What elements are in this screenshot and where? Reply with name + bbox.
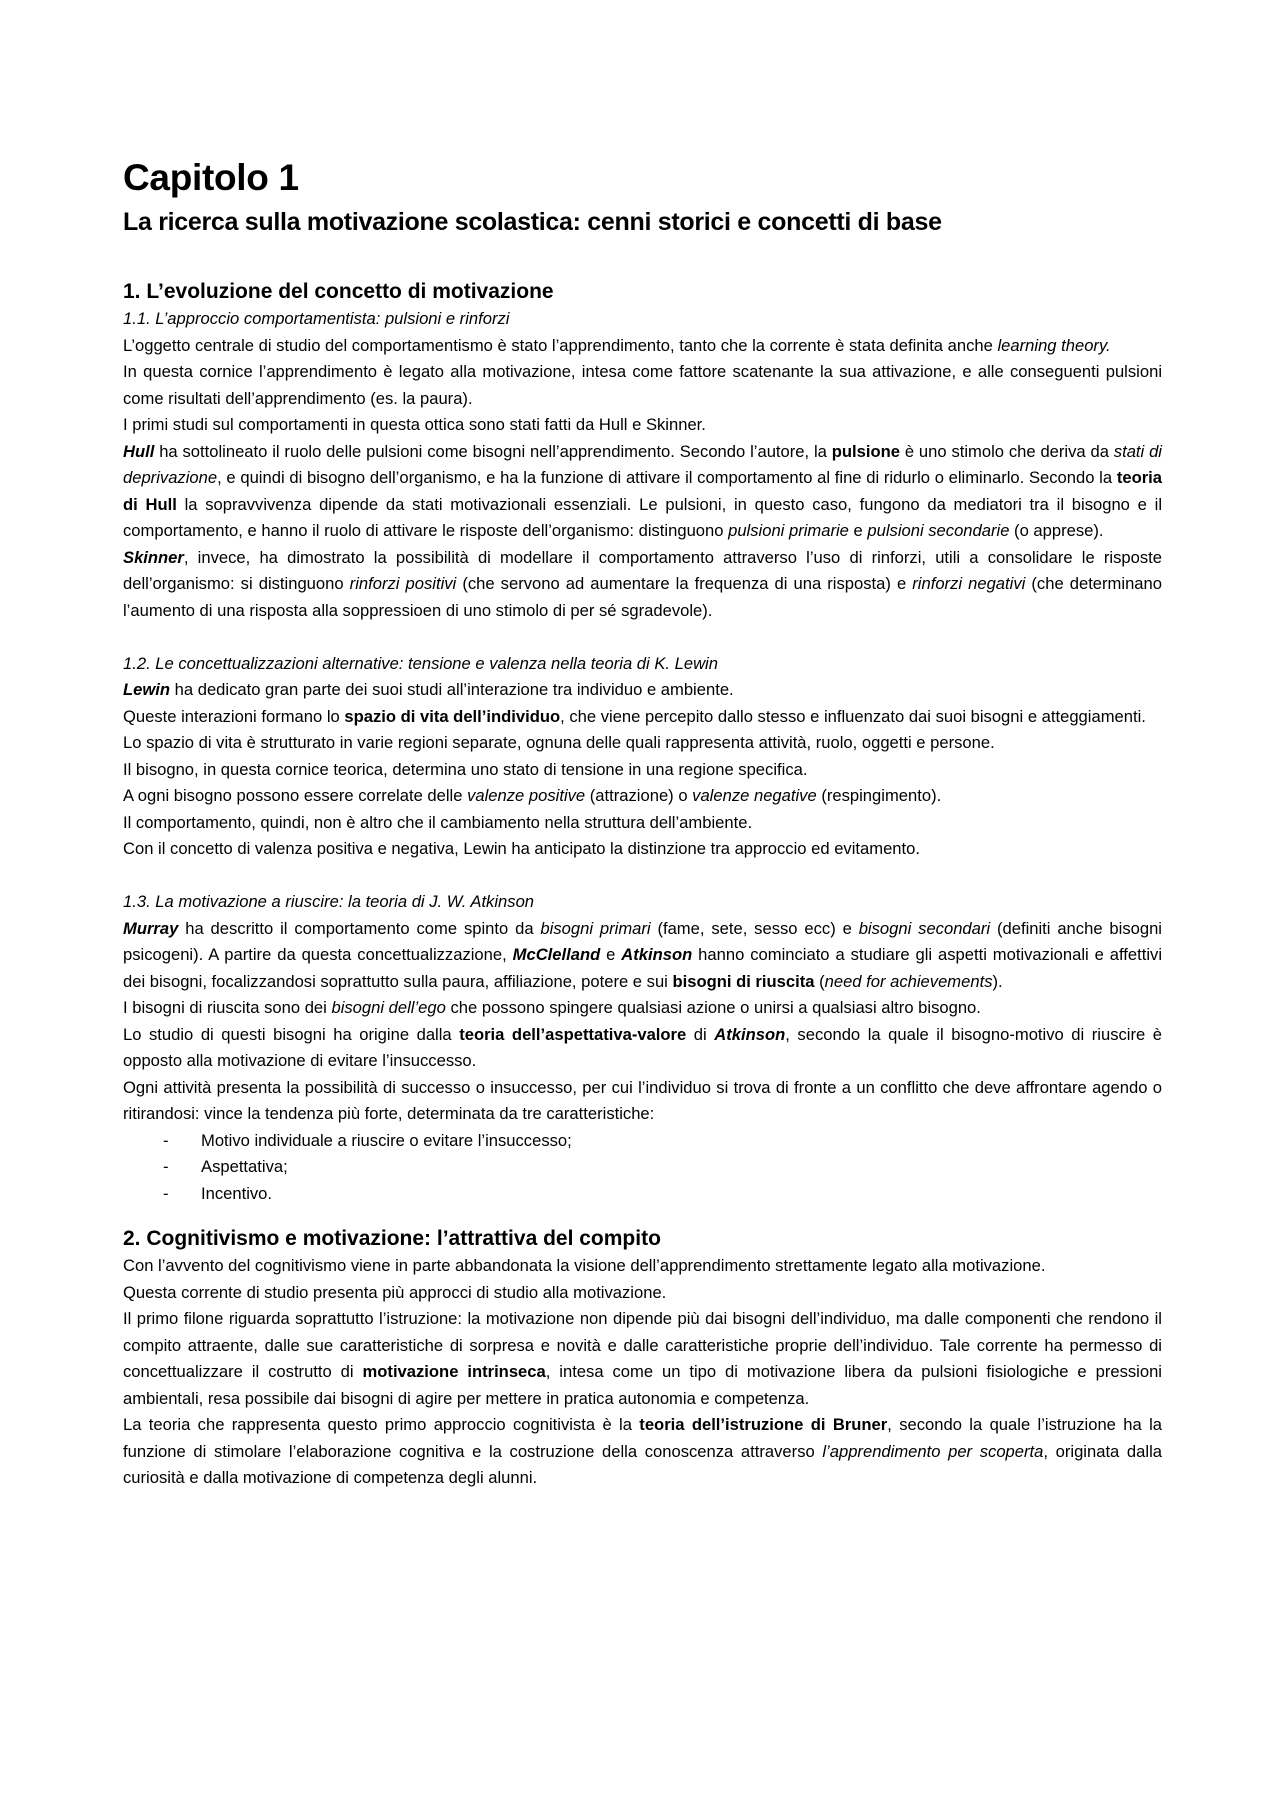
subsection-1-2-heading: 1.2. Le concettualizzazioni alternative: tensione e valenza nella teoria di K. Lewin <box>123 653 718 673</box>
paragraph: Con l’avvento del cognitivismo viene in parte abbandonata la visione dell’apprendimento strettamente legato alla motivazione. <box>123 1256 1046 1275</box>
section-2-heading: 2. Cognitivismo e motivazione: l’attrattiva del compito <box>123 1227 661 1250</box>
paragraph: Lo spazio di vita è strutturato in varie regioni separate, ognuna delle quali rappresenta attività, ruolo, oggetti e persone. <box>123 733 995 752</box>
chapter-title: Capitolo 1 <box>123 157 299 198</box>
section-1-heading: 1. L’evoluzione del concetto di motivazione <box>123 280 554 303</box>
paragraph: Hull ha sottolineato il ruolo delle pulsioni come bisogni nell’apprendimento. Secondo l’autore, la pulsione è uno stimolo che deriva da stati di deprivazione, e quindi di bisogno dell’organismo, e ha la funzione di attivare il comportamento al fine di ridurlo o eliminarlo. Secondo la teoria di Hull la sopravvivenza dipende da stati motivazionali essenziali. Le pulsioni, in questo caso, fungono da mediatori tra il bisogno e il comportamento, e hanno il ruolo di attivare le risposte dell’organismo: distinguono pulsioni primarie e pulsioni secondarie (o apprese). <box>123 441 1163 540</box>
paragraph: Il primo filone riguarda soprattutto l’istruzione: la motivazione non dipende più dai bisogni dell’individuo, ma dalle componenti che rendono il compito attraente, dalle sue caratteristiche di sorpresa e novità e dalle caratteristiche proprie dell’individuo. Tale corrente ha permesso di concettualizzare il costrutto di motivazione intrinseca, intesa come un tipo di motivazione libera da pulsioni fisiologiche e pressioni ambientali, resa possibile dai bisogni di agire per mettere in pratica autonomia e competenza. <box>123 1309 1162 1408</box>
paragraph: Questa corrente di studio presenta più approcci di studio alla motivazione. <box>123 1282 667 1302</box>
paragraph: Il bisogno, in questa cornice teorica, determina uno stato di tensione in una regione specifica. <box>123 759 808 779</box>
paragraph: A ogni bisogno possono essere correlate delle valenze positive (attrazione) o valenze negative (respingimento). <box>123 786 942 805</box>
paragraph: In questa cornice l’apprendimento è legato alla motivazione, intesa come fattore scatenante la sua attivazione, e alle conseguenti pulsioni come risultati dell’apprendimento (es. la paura). <box>123 362 1162 408</box>
paragraph: Queste interazioni formano lo spazio di vita dell’individuo, che viene percepito dallo stesso e influenzato dai suoi bisogni e atteggiamenti. <box>123 706 1146 726</box>
paragraph: L’oggetto centrale di studio del comportamentismo è stato l’apprendimento, tanto che la corrente è stata definita anche learning theory. <box>123 335 1111 355</box>
paragraph: I bisogni di riuscita sono dei bisogni dell’ego che possono spingere qualsiasi azione o unirsi a qualsiasi altro bisogno. <box>123 998 981 1017</box>
list-dash: - <box>163 1157 169 1176</box>
list-item: - Motivo individuale a riuscire o evitare l’insuccesso; <box>123 1128 1162 1155</box>
paragraph: Murray ha descritto il comportamento come spinto da bisogni primari (fame, sete, sesso ecc) e bisogni secondari (definiti anche bisogni psicogeni). A partire da questa concettualizzazione, McClelland e Atkinson hanno cominciato a studiare gli aspetti motivazionali e affettivi dei bisogni, focalizzandosi soprattutto sulla paura, affiliazione, potere e sui bisogni di riuscita (need for achievements). <box>123 918 1163 991</box>
characteristics-list <box>123 1128 1162 1208</box>
list-dash: - <box>163 1130 169 1150</box>
chapter-subtitle: La ricerca sulla motivazione scolastica: cenni storici e concetti di base <box>123 208 942 236</box>
subsection-1-1-heading: 1.1. L’approccio comportamentista: pulsioni e rinforzi <box>123 309 510 328</box>
subsection-1-3-heading: 1.3. La motivazione a riuscire: la teoria di J. W. Atkinson <box>123 892 535 911</box>
paragraph: Ogni attività presenta la possibilità di successo o insuccesso, per cui l’individuo si trova di fronte a un conflitto che deve affrontare agendo o ritirandosi: vince la tendenza più forte, determinata da tre caratteristiche: <box>123 1077 1162 1123</box>
list-dash: - <box>163 1183 169 1203</box>
paragraph: I primi studi sul comportamenti in questa ottica sono stati fatti da Hull e Skinner. <box>123 415 706 434</box>
paragraph: Lewin ha dedicato gran parte dei suoi studi all’interazione tra individuo e ambiente. <box>123 680 734 699</box>
list-item: - Aspettativa; <box>123 1154 1162 1181</box>
paragraph: La teoria che rappresenta questo primo approccio cognitivista è la teoria dell’istruzione di Bruner, secondo la quale l’istruzione ha la funzione di stimolare l’elaborazione cognitiva e la costruzione della conoscenza attraverso l’apprendimento per scoperta, originata dalla curiosità e dalla motivazione di competenza degli alunni. <box>123 1415 1162 1487</box>
paragraph: Skinner, invece, ha dimostrato la possibilità di modellare il comportamento attraverso l’uso di rinforzi, utili a consolidare le risposte dell’organismo: si distinguono rinforzi positivi (che servono ad aumentare la frequenza di una risposta) e rinforzi negativi (che determinano l’aumento di una risposta alla soppressioen di uno stimolo di per sé sgradevole). <box>123 547 1162 620</box>
paragraph: Lo studio di questi bisogni ha origine dalla teoria dell’aspettativa-valore di Atkinson, secondo la quale il bisogno-motivo di riuscire è opposto alla motivazione di evitare l’insuccesso. <box>123 1024 1163 1070</box>
paragraph: Il comportamento, quindi, non è altro che il cambiamento nella struttura dell’ambiente. <box>123 812 753 832</box>
paragraph: Con il concetto di valenza positiva e negativa, Lewin ha anticipato la distinzione tra approccio ed evitamento. <box>123 839 920 858</box>
list-item: - Incentivo. <box>123 1181 1162 1208</box>
